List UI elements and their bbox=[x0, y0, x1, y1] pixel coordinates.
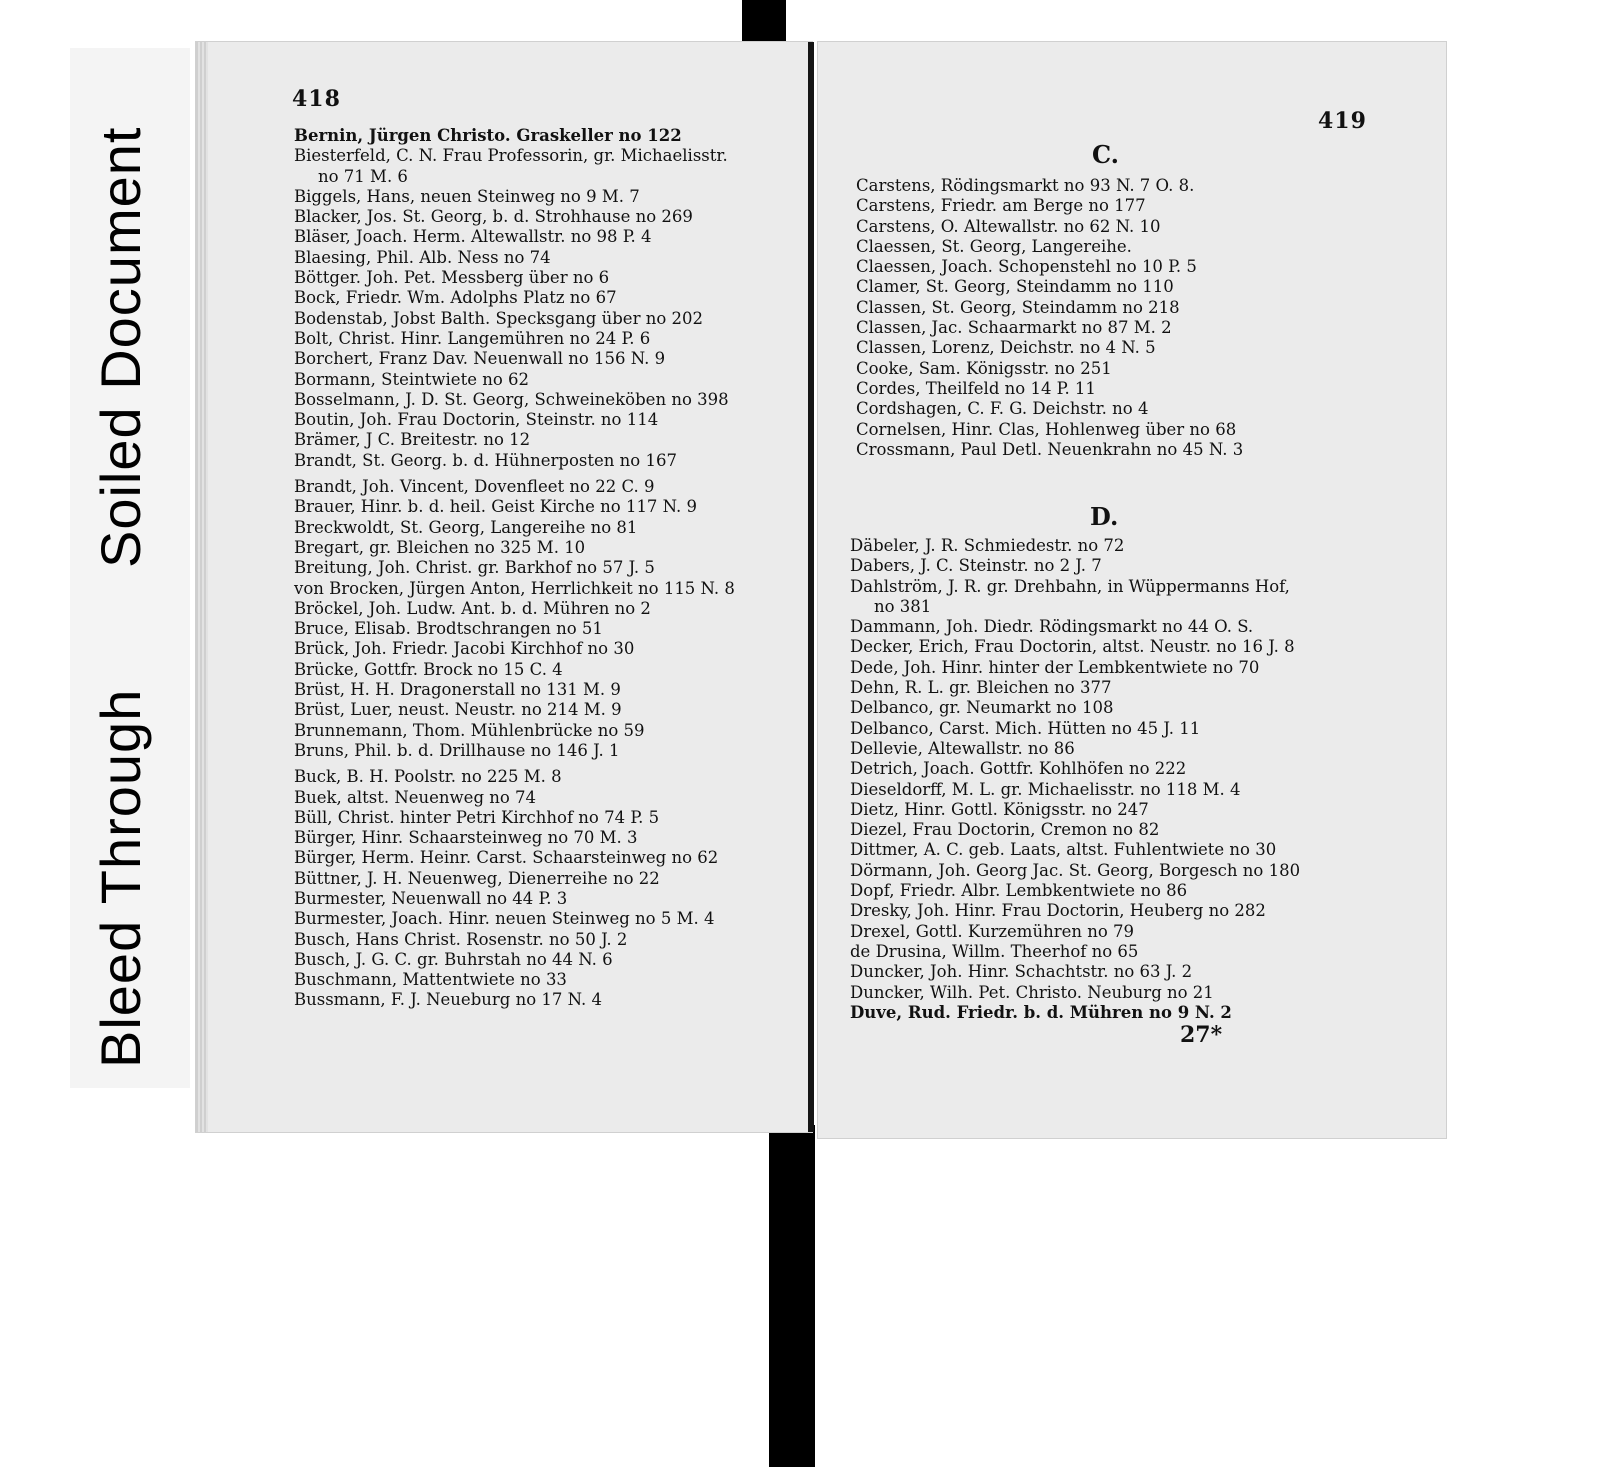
directory-entry: Carstens, Friedr. am Berge no 177 bbox=[856, 196, 1146, 216]
directory-entry: Classen, St. Georg, Steindamm no 218 bbox=[856, 297, 1180, 317]
directory-entry: Bruns, Phil. b. d. Drillhause no 146 J. 1 bbox=[294, 740, 620, 760]
directory-entry: Däbeler, J. R. Schmiedestr. no 72 bbox=[850, 536, 1125, 555]
directory-entry: Büttner, J. H. Neuenweg, Dienerreihe no 22 bbox=[294, 868, 660, 888]
left-page-number: 418 bbox=[292, 86, 341, 112]
directory-entry: Dabers, J. C. Steinstr. no 2 J. 7 bbox=[850, 556, 1102, 576]
directory-entry: Bosselmann, J. D. St. Georg, Schweineköben no 398 bbox=[294, 389, 729, 409]
directory-entry: Boutin, Joh. Frau Doctorin, Steinstr. no 114 bbox=[294, 410, 659, 430]
directory-entry: Dietz, Hinr. Gottl. Königsstr. no 247 bbox=[850, 799, 1149, 819]
directory-entry: Dehn, R. L. gr. Bleichen no 377 bbox=[850, 678, 1112, 698]
microfilm-target-label bbox=[70, 48, 190, 1088]
target-label-bleed-through: Bleed Through bbox=[89, 688, 152, 1068]
directory-entry: Crossmann, Paul Detl. Neuenkrahn no 45 N. 3 bbox=[856, 439, 1244, 459]
right-page-number: 419 bbox=[1318, 108, 1367, 134]
directory-entry: Borchert, Franz Dav. Neuenwall no 156 N. 9 bbox=[294, 349, 666, 369]
directory-entry: Claessen, Joach. Schopenstehl no 10 P. 5 bbox=[856, 257, 1197, 277]
directory-entry: Bolt, Christ. Hinr. Langemühren no 24 P. 6 bbox=[294, 328, 651, 348]
directory-entry: Busch, Hans Christ. Rosenstr. no 50 J. 2 bbox=[294, 929, 628, 949]
directory-entry: Brüst, Luer, neust. Neustr. no 214 M. 9 bbox=[294, 700, 622, 720]
directory-entry: Bregart, gr. Bleichen no 325 M. 10 bbox=[294, 537, 586, 557]
left-page bbox=[196, 42, 812, 1132]
directory-entry: Dörmann, Joh. Georg Jac. St. Georg, Borgesch no 180 bbox=[850, 860, 1301, 880]
directory-entry: Brauer, Hinr. b. d. heil. Geist Kirche no 117 N. 9 bbox=[294, 497, 698, 517]
directory-entry: Duncker, Joh. Hinr. Schachtstr. no 63 J. 2 bbox=[850, 962, 1193, 982]
directory-entry: Cordshagen, C. F. G. Deichstr. no 4 bbox=[856, 399, 1149, 419]
target-label-soiled-document: Soiled Document bbox=[89, 126, 152, 568]
directory-entry: Clamer, St. Georg, Steindamm no 110 bbox=[856, 277, 1174, 297]
directory-entry: Duve, Rud. Friedr. b. d. Mühren no 9 N. 2 bbox=[850, 1002, 1232, 1022]
directory-entry: Brüst, H. H. Dragonerstall no 131 M. 9 bbox=[294, 680, 621, 700]
directory-entry: Bernin, Jürgen Christo. Graskeller no 122 bbox=[294, 126, 682, 145]
directory-entry: Drexel, Gottl. Kurzemühren no 79 bbox=[850, 921, 1135, 941]
directory-entry: Buschmann, Mattentwiete no 33 bbox=[294, 970, 567, 990]
binding-strip-bottom bbox=[769, 1125, 815, 1467]
directory-entry: Bormann, Steintwiete no 62 bbox=[294, 369, 530, 389]
directory-entry: Delbanco, Carst. Mich. Hütten no 45 J. 11 bbox=[850, 718, 1201, 738]
directory-entry: Büll, Christ. hinter Petri Kirchhof no 74 P. 5 bbox=[294, 807, 660, 827]
section-heading-c: C. bbox=[1092, 140, 1120, 169]
directory-entry: Biggels, Hans, neuen Steinweg no 9 M. 7 bbox=[294, 186, 640, 206]
directory-entry: Dellevie, Altewallstr. no 86 bbox=[850, 738, 1075, 758]
directory-entry: Dahlström, J. R. gr. Drehbahn, in Wüppermanns Hof, bbox=[850, 576, 1290, 596]
directory-entry: Blaesing, Phil. Alb. Ness no 74 bbox=[294, 247, 551, 267]
directory-entry: Buek, altst. Neuenweg no 74 bbox=[294, 787, 537, 807]
directory-entry: Claessen, St. Georg, Langereihe. bbox=[856, 236, 1132, 256]
directory-entry: Dresky, Joh. Hinr. Frau Doctorin, Heuberg no 282 bbox=[850, 901, 1266, 921]
directory-entry: Burmester, Joach. Hinr. neuen Steinweg no 5 M. 4 bbox=[294, 909, 715, 929]
directory-entry: de Drusina, Willm. Theerhof no 65 bbox=[850, 941, 1139, 961]
directory-entry: Cooke, Sam. Königsstr. no 251 bbox=[856, 358, 1112, 378]
directory-entry: Bruce, Elisab. Brodtschrangen no 51 bbox=[294, 619, 603, 639]
directory-entry: Brücke, Gottfr. Brock no 15 C. 4 bbox=[294, 659, 563, 679]
directory-entry: Bock, Friedr. Wm. Adolphs Platz no 67 bbox=[294, 288, 617, 308]
directory-entry: Classen, Lorenz, Deichstr. no 4 N. 5 bbox=[856, 338, 1156, 358]
directory-entry: Bläser, Joach. Herm. Altewallstr. no 98 P. 4 bbox=[294, 227, 652, 247]
directory-entry: Brandt, Joh. Vincent, Dovenfleet no 22 C. 9 bbox=[294, 477, 655, 497]
directory-entry: no 381 bbox=[874, 596, 932, 616]
directory-entry: Buck, B. H. Poolstr. no 225 M. 8 bbox=[294, 767, 562, 787]
directory-entry: Duncker, Wilh. Pet. Christo. Neuburg no 21 bbox=[850, 982, 1214, 1002]
directory-entry: Dopf, Friedr. Albr. Lembkentwiete no 86 bbox=[850, 881, 1188, 901]
directory-entry: Bröckel, Joh. Ludw. Ant. b. d. Mühren no 2 bbox=[294, 598, 651, 618]
directory-entry: Dammann, Joh. Diedr. Rödingsmarkt no 44 O. S. bbox=[850, 617, 1254, 637]
directory-entry: Decker, Erich, Frau Doctorin, altst. Neustr. no 16 J. 8 bbox=[850, 637, 1295, 657]
directory-entry: Dittmer, A. C. geb. Laats, altst. Fuhlentwiete no 30 bbox=[850, 840, 1277, 860]
directory-entry: Bürger, Hinr. Schaarsteinweg no 70 M. 3 bbox=[294, 828, 638, 848]
directory-entry: Detrich, Joach. Gottfr. Kohlhöfen no 222 bbox=[850, 759, 1187, 779]
directory-entry: Carstens, Rödingsmarkt no 93 N. 7 O. 8. bbox=[856, 176, 1195, 195]
directory-entry: Cornelsen, Hinr. Clas, Hohlenweg über no 68 bbox=[856, 419, 1237, 439]
directory-entry: Dieseldorff, M. L. gr. Michaelisstr. no 118 M. 4 bbox=[850, 779, 1241, 799]
right-page bbox=[818, 42, 1446, 1138]
directory-entry: Brämer, J C. Breitestr. no 12 bbox=[294, 430, 531, 450]
directory-entry: Brandt, St. Georg. b. d. Hühnerposten no 167 bbox=[294, 450, 677, 470]
directory-entry: Brück, Joh. Friedr. Jacobi Kirchhof no 30 bbox=[294, 639, 635, 659]
directory-entry: Biesterfeld, C. N. Frau Professorin, gr. Michaelisstr. bbox=[294, 146, 728, 166]
binding-strip-top bbox=[742, 0, 786, 48]
directory-entry: Busch, J. G. C. gr. Buhrstah no 44 N. 6 bbox=[294, 949, 613, 969]
directory-entry: Diezel, Frau Doctorin, Cremon no 82 bbox=[850, 820, 1160, 840]
directory-entry: Bodenstab, Jobst Balth. Specksgang über no 202 bbox=[294, 308, 703, 328]
directory-entry: Brunnemann, Thom. Mühlenbrücke no 59 bbox=[294, 720, 645, 740]
directory-entry: Dede, Joh. Hinr. hinter der Lembkentwiete no 70 bbox=[850, 657, 1260, 677]
directory-entry: Bussmann, F. J. Neueburg no 17 N. 4 bbox=[294, 990, 602, 1010]
left-directory-list bbox=[292, 126, 802, 1011]
directory-entry: Breckwoldt, St. Georg, Langereihe no 81 bbox=[294, 517, 638, 537]
directory-entry: Burmester, Neuenwall no 44 P. 3 bbox=[294, 888, 568, 908]
book-gutter bbox=[808, 42, 814, 1132]
directory-entry: Classen, Jac. Schaarmarkt no 87 M. 2 bbox=[856, 318, 1172, 338]
directory-entry: von Brocken, Jürgen Anton, Herrlichkeit no 115 N. 8 bbox=[294, 578, 735, 598]
directory-entry: no 71 M. 6 bbox=[318, 166, 408, 186]
directory-entry: Bürger, Herm. Heinr. Carst. Schaarsteinweg no 62 bbox=[294, 848, 719, 868]
directory-entry: Cordes, Theilfeld no 14 P. 11 bbox=[856, 378, 1096, 398]
directory-entry: Blacker, Jos. St. Georg, b. d. Strohhause no 269 bbox=[294, 207, 693, 227]
signature-mark: 27* bbox=[1180, 1022, 1223, 1048]
directory-entry: Delbanco, gr. Neumarkt no 108 bbox=[850, 698, 1114, 718]
directory-entry: Breitung, Joh. Christ. gr. Barkhof no 57 J. 5 bbox=[294, 558, 655, 578]
directory-entry: Böttger. Joh. Pet. Messberg über no 6 bbox=[294, 268, 610, 288]
d-directory-list bbox=[848, 536, 1438, 1023]
c-directory-list bbox=[854, 176, 1434, 460]
section-heading-d: D. bbox=[1090, 502, 1119, 531]
directory-entry: Carstens, O. Altewallstr. no 62 N. 10 bbox=[856, 216, 1161, 236]
